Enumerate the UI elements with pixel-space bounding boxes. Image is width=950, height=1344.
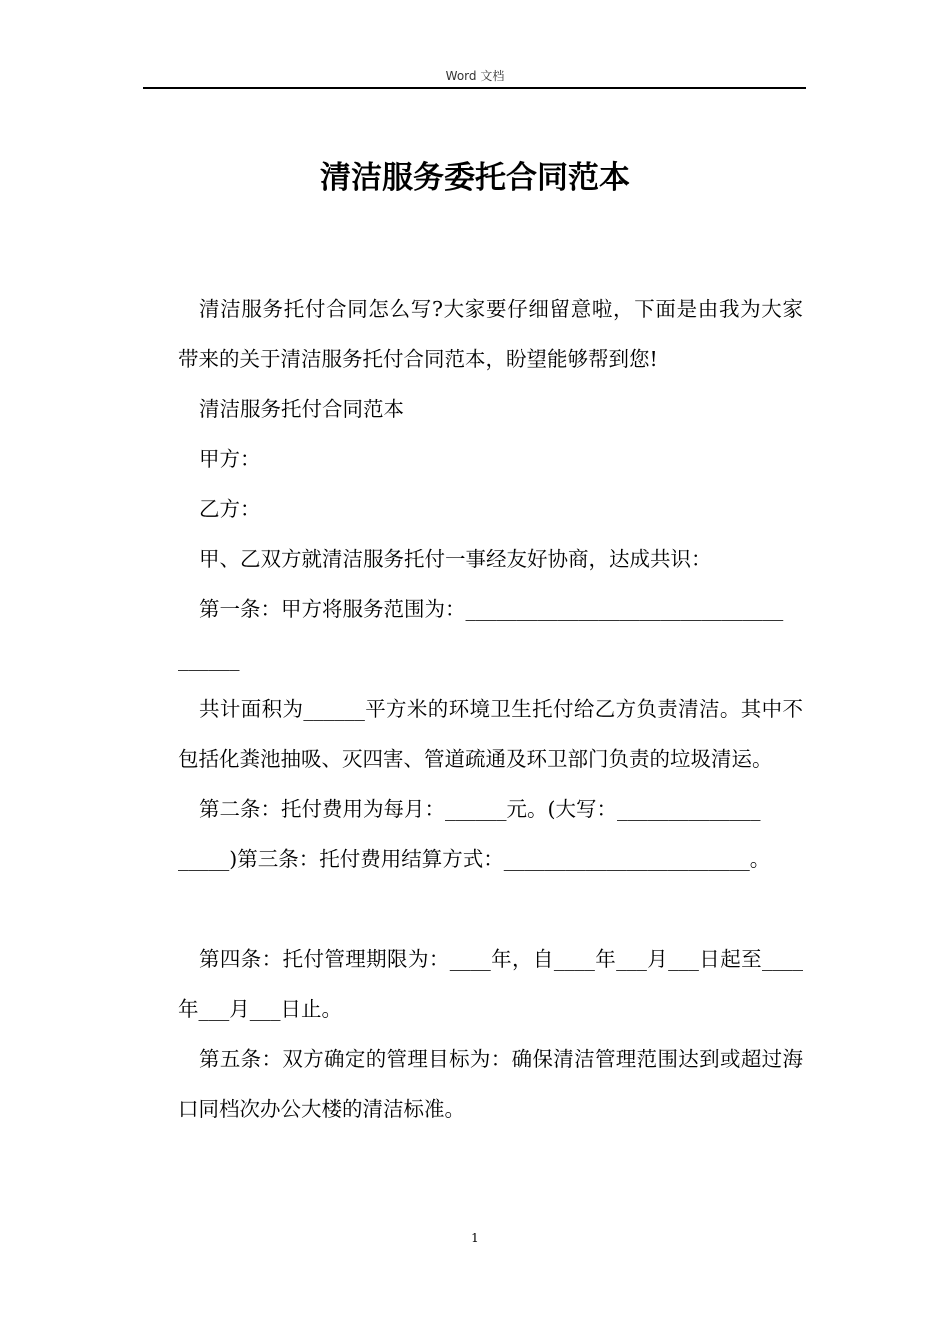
clause-5: 第五条：双方确定的管理目标为：确保清洁管理范围达到或超过海口同档次办公大楼的清洁标准。 [178,1047,803,1121]
header-divider [143,87,806,89]
page-number: 1 [471,1231,479,1245]
clause-2-3-continuation: _____)第三条：托付费用结算方式：________________________。 [178,847,771,871]
intro-paragraph: 清洁服务托付合同怎么写?大家要仔细留意啦，下面是由我为大家带来的关于清洁服务托付合同范本，盼望能够帮到您! [178,297,803,371]
document-body [178,284,803,1134]
clause-4: 第四条：托付管理期限为：____年，自____年___月___日起至____年___月___日止。 [178,947,803,1021]
clause-1-continuation: ______ [178,647,240,671]
party-b-line: 乙方： [199,497,261,521]
page-header-label: Word 文档 [445,69,505,83]
clause-1: 第一条：甲方将服务范围为：_______________________________ [199,597,784,621]
clause-2: 第二条：托付费用为每月：______元。(大写：______________ [199,797,761,821]
contract-subtitle: 清洁服务托付合同范本 [199,397,404,421]
party-a-line: 甲方： [199,447,261,471]
document-title: 清洁服务委托合同范本 [320,160,630,196]
clause-1-area: 共计面积为______平方米的环境卫生托付给乙方负责清洁。其中不包括化粪池抽吸、灭四害、管道疏通及环卫部门负责的垃圾清运。 [178,697,803,771]
agreement-preamble: 甲、乙双方就清洁服务托付一事经友好协商，达成共识： [199,547,712,571]
